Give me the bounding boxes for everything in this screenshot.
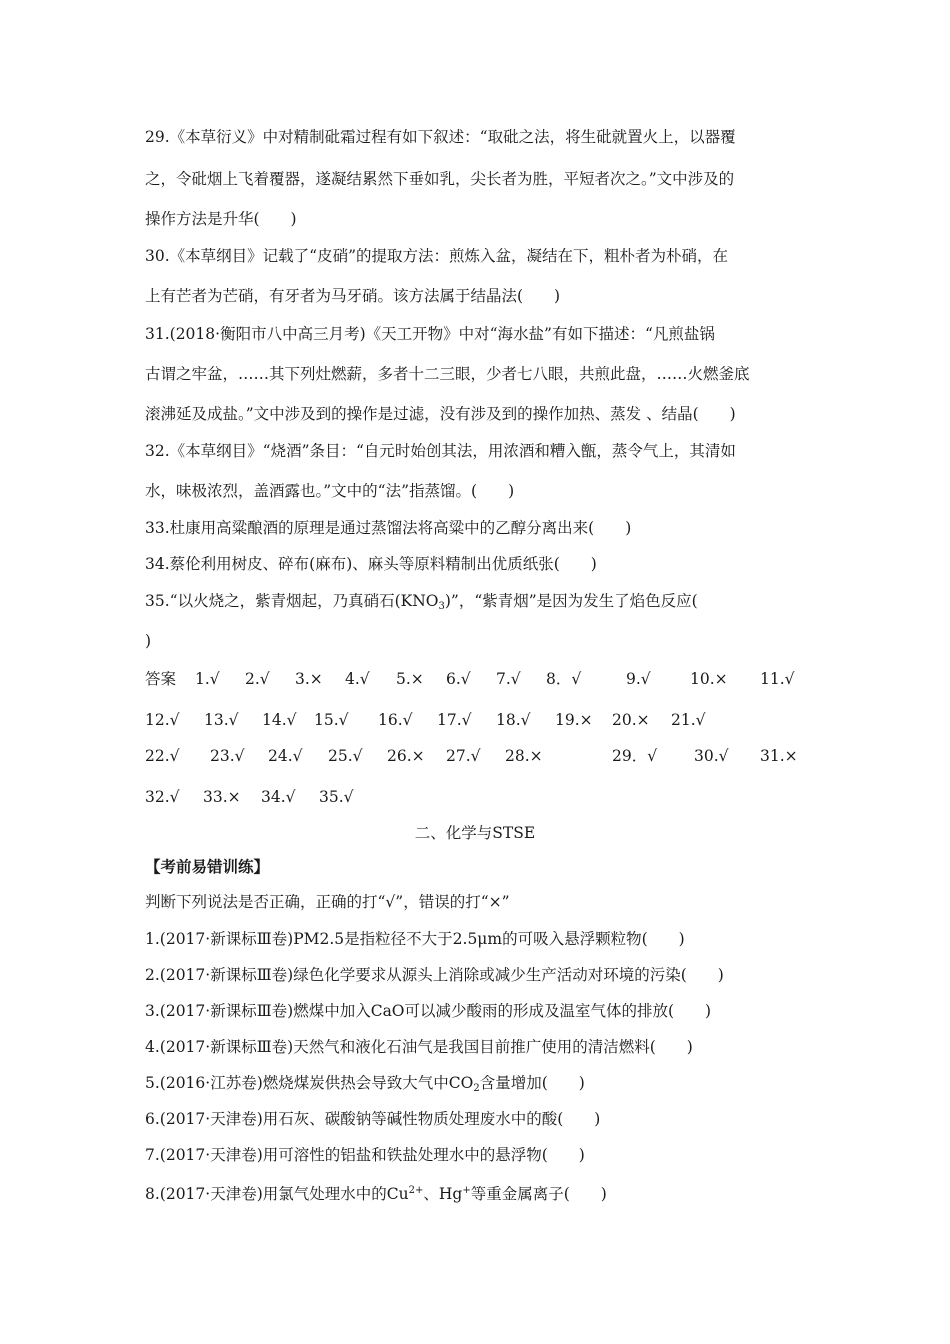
answer-item: 35.√: [319, 788, 354, 806]
q35-line2: ): [145, 632, 152, 650]
answer-item: 18.√: [496, 711, 531, 729]
stse-q5: 5.(2016·江苏卷)燃烧煤炭供热会导致大气中$CO_2$含量增加( ): [145, 1074, 585, 1094]
q30-line1: 30.《本草纲目》记载了“皮硝”的提取方法：煎炼入盆，凝结在下，粗朴者为朴硝，在: [145, 247, 729, 265]
answer-item: 10.×: [690, 670, 728, 688]
answer-item: 5.×: [396, 670, 424, 688]
answer-item: 31.×: [760, 747, 798, 765]
answer-item: 24.√: [268, 747, 303, 765]
q29-line2: 之，令砒烟上飞着覆器，遂凝结累然下垂如乳，尖长者为胜，平短者次之。”文中涉及的: [145, 170, 735, 188]
answer-item: 1.√: [195, 670, 220, 688]
answer-item: 14.√: [262, 711, 297, 729]
answer-item: 23.√: [210, 747, 245, 765]
stse-q2: 2.(2017·新课标Ⅲ卷)绿色化学要求从源头上消除或减少生产活动对环境的污染( ): [145, 966, 724, 984]
q31-line3: 滚沸延及成盐。”文中涉及到的操作是过滤，没有涉及到的操作加热、蒸发 、结晶( ): [145, 405, 736, 423]
answer-item: 12.√: [145, 711, 180, 729]
answer-item: 30.√: [694, 747, 729, 765]
q32-line1: 32.《本草纲目》“烧酒”条目：“自元时始创其法，用浓酒和糟入甑，蒸令气上，其清如: [145, 442, 736, 460]
answer-item: 15.√: [314, 711, 349, 729]
answer-item: 3.×: [295, 670, 323, 688]
answer-item: 17.√: [437, 711, 472, 729]
q35-line1: 35.“以火烧之，紫青烟起，乃真硝石$(KNO_3)$”，“紫青烟”是因为发生了焰色反应(: [145, 592, 698, 612]
stse-q4: 4.(2017·新课标Ⅲ卷)天然气和液化石油气是我国目前推广使用的清洁燃料( ): [145, 1038, 693, 1056]
answer-item: 25.√: [328, 747, 363, 765]
answer-item: 34.√: [261, 788, 296, 806]
answer-label: 答案: [145, 670, 177, 688]
answer-item: 27.√: [446, 747, 481, 765]
q31-line1: 31.(2018·衡阳市八中高三月考)《天工开物》中对“海水盐”有如下描述：“凡煎盐锅: [145, 325, 715, 343]
stse-q7: 7.(2017·天津卷)用可溶性的铝盐和铁盐处理水中的悬浮物( ): [145, 1146, 585, 1164]
stse-q1: 1.(2017·新课标Ⅲ卷)PM2.5是指粒径不大于2.5μm的可吸入悬浮颗粒物( ): [145, 930, 685, 948]
answer-item: 19.×: [555, 711, 593, 729]
q32-line2: 水，味极浓烈，盖酒露也。”文中的“法”指蒸馏。( ): [145, 482, 515, 500]
training-heading: 【考前易错训练】: [145, 857, 270, 876]
q34-line: 34.蔡伦利用树皮、碎布(麻布)、麻头等原料精制出优质纸张( ): [145, 555, 597, 573]
q33-line: 33.杜康用高粱酿酒的原理是通过蒸馏法将高粱中的乙醇分离出来( ): [145, 519, 632, 537]
answer-item: 2.√: [245, 670, 270, 688]
answer-item: 22.√: [145, 747, 180, 765]
answer-item: 32.√: [145, 788, 180, 806]
stse-q8: 8.(2017·天津卷)用氯气处理水中的$Cu^{2+}$、Hg+等重金属离子( ): [145, 1185, 607, 1203]
section-title: 二、化学与STSE: [414, 824, 536, 842]
instruction: 判断下列说法是否正确，正确的打“√”，错误的打“×”: [145, 893, 510, 911]
answer-item: 4.√: [345, 670, 370, 688]
answer-item: 16.√: [378, 711, 413, 729]
stse-q3: 3.(2017·新课标Ⅲ卷)燃煤中加入CaO可以减少酸雨的形成及温室气体的排放( ): [145, 1002, 712, 1020]
q30-line2: 上有芒者为芒硝，有牙者为马牙硝。该方法属于结晶法( ): [145, 287, 561, 305]
answer-item: 29．√: [612, 747, 658, 765]
q29-line1: 29.《本草衍义》中对精制砒霜过程有如下叙述：“取砒之法，将生砒就置火上，以器覆: [145, 128, 736, 146]
q29-line3: 操作方法是升华( ): [145, 210, 297, 228]
answer-item: 21.√: [671, 711, 706, 729]
answer-item: 26.×: [387, 747, 425, 765]
stse-q6: 6.(2017·天津卷)用石灰、碳酸钠等碱性物质处理废水中的酸( ): [145, 1110, 601, 1128]
answer-item: 8．√: [546, 670, 582, 688]
answer-item: 28.×: [505, 747, 543, 765]
q31-line2: 古谓之牢盆，……其下列灶燃薪，多者十二三眼，少者七八眼，共煎此盘，……火燃釜底: [145, 365, 750, 383]
answer-item: 7.√: [496, 670, 521, 688]
answer-item: 33.×: [203, 788, 241, 806]
answer-item: 6.√: [446, 670, 471, 688]
answer-item: 13.√: [204, 711, 239, 729]
answer-item: 9.√: [626, 670, 651, 688]
answer-item: 11.√: [760, 670, 795, 688]
answer-item: 20.×: [612, 711, 650, 729]
